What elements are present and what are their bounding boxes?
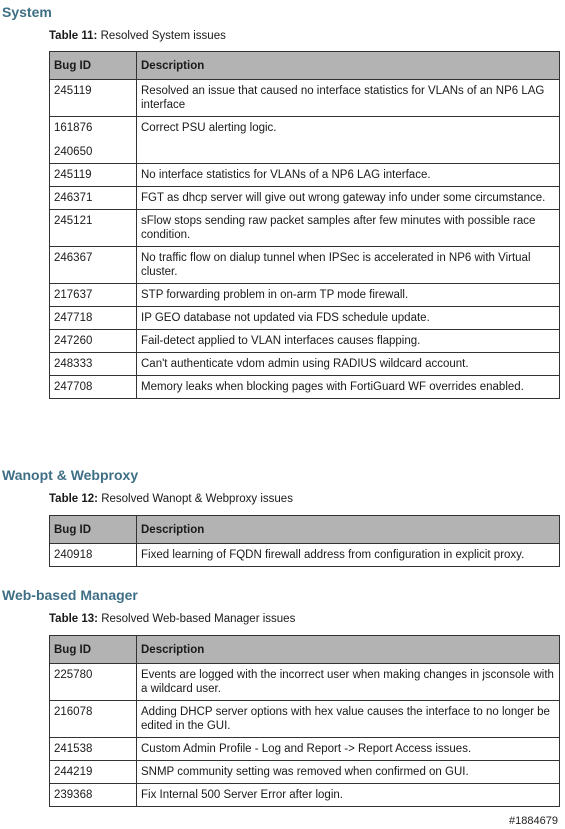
table-row — [50, 247, 560, 284]
column-header-description: Description — [137, 516, 560, 544]
bug-id: 248333 — [54, 358, 93, 370]
table-header-row — [50, 516, 560, 544]
bug-id: 241538 — [54, 743, 93, 755]
description-cell: Custom Admin Profile - Log and Report -> Report Access issues. — [137, 738, 560, 761]
column-header-description: Description — [137, 52, 560, 80]
bug-id-cell — [50, 738, 137, 761]
table-row — [50, 164, 560, 187]
bug-id: 161876 — [54, 122, 93, 134]
table-row — [50, 544, 560, 567]
bug-id-cell — [50, 117, 137, 164]
bug-id: 245119 — [54, 85, 92, 97]
column-header-bug-id: Bug ID — [50, 52, 137, 80]
table-row — [50, 738, 560, 761]
bug-id-cell — [50, 544, 137, 567]
description-cell: Events are logged with the incorrect user when making changes in jsconsole with a wildcard user. — [137, 664, 560, 701]
column-header-bug-id: Bug ID — [50, 516, 137, 544]
bug-id: 246371 — [54, 192, 93, 204]
table-caption-system — [49, 30, 226, 42]
bug-id-cell — [50, 330, 137, 353]
description-cell: Fixed learning of FQDN firewall address from configuration in explicit proxy. — [137, 544, 560, 567]
bug-id: 245119 — [54, 169, 92, 181]
table-row — [50, 80, 560, 117]
table-row — [50, 330, 560, 353]
bug-id: 239368 — [54, 789, 93, 801]
bug-id-cell — [50, 701, 137, 738]
description-cell: No interface statistics for VLANs of a NP6 LAG interface. — [137, 164, 560, 187]
bug-id-cell — [50, 187, 137, 210]
description-cell: IP GEO database not updated via FDS schedule update. — [137, 307, 560, 330]
bug-id: 225780 — [54, 669, 93, 681]
bug-id-cell — [50, 164, 137, 187]
bug-id: 247260 — [54, 335, 93, 347]
description-cell: Memory leaks when blocking pages with FortiGuard WF overrides enabled. — [137, 376, 560, 399]
watermark-id: #1884679 — [509, 815, 558, 827]
table-row — [50, 353, 560, 376]
bug-id: 247708 — [54, 381, 93, 393]
column-header-description: Description — [137, 636, 560, 664]
section-title-web-based-manager: Web-based Manager — [2, 587, 138, 603]
bug-id: 240650 — [54, 146, 93, 158]
description-cell: Adding DHCP server options with hex value causes the interface to no longer be edited in the GUI. — [137, 701, 560, 738]
bug-id-cell — [50, 284, 137, 307]
resolved-system-issues-table — [49, 51, 560, 399]
bug-id: 246367 — [54, 252, 93, 264]
description-cell: STP forwarding problem in on-arm TP mode firewall. — [137, 284, 560, 307]
description-cell: Can't authenticate vdom admin using RADIUS wildcard account. — [137, 353, 560, 376]
description-cell: sFlow stops sending raw packet samples after few minutes with possible race condition. — [137, 210, 560, 247]
table-caption-label: Table 12: — [49, 493, 98, 505]
description-cell: Correct PSU alerting logic. — [137, 117, 560, 164]
bug-id: 247718 — [54, 312, 93, 324]
bug-id-cell — [50, 307, 137, 330]
description-cell: Fail-detect applied to VLAN interfaces causes flapping. — [137, 330, 560, 353]
resolved-wanopt-issues-table — [49, 515, 560, 567]
table-caption-wanopt — [49, 493, 293, 505]
table-body — [50, 80, 560, 399]
description-cell: No traffic flow on dialup tunnel when IPSec is accelerated in NP6 with Virtual cluster. — [137, 247, 560, 284]
table-caption-text: Resolved Web-based Manager issues — [101, 613, 296, 625]
bug-id: 244219 — [54, 766, 93, 778]
table-header-row — [50, 52, 560, 80]
bug-id-cell — [50, 761, 137, 784]
description-cell: SNMP community setting was removed when confirmed on GUI. — [137, 761, 560, 784]
bug-id: 245121 — [54, 215, 93, 227]
bug-id-cell — [50, 376, 137, 399]
column-header-bug-id: Bug ID — [50, 636, 137, 664]
table-row — [50, 784, 560, 807]
description-cell: Fix Internal 500 Server Error after login. — [137, 784, 560, 807]
section-title-system: System — [2, 4, 52, 20]
section-title-wanopt-webproxy: Wanopt & Webproxy — [2, 467, 139, 483]
bug-id-cell — [50, 784, 137, 807]
description-cell: Resolved an issue that caused no interface statistics for VLANs of an NP6 LAG interface — [137, 80, 560, 117]
table-row — [50, 376, 560, 399]
bug-id-cell — [50, 80, 137, 117]
table-row — [50, 761, 560, 784]
resolved-web-manager-issues-table — [49, 635, 560, 807]
table-caption-text: Resolved System issues — [100, 30, 226, 42]
bug-id: 216078 — [54, 706, 93, 718]
bug-id-cell — [50, 353, 137, 376]
table-caption-text: Resolved Wanopt & Webproxy issues — [101, 493, 293, 505]
table-header-row — [50, 636, 560, 664]
table-caption-label: Table 13: — [49, 613, 98, 625]
table-row — [50, 210, 560, 247]
description-cell: FGT as dhcp server will give out wrong gateway info under some circumstance. — [137, 187, 560, 210]
table-row — [50, 117, 560, 164]
bug-id-cell — [50, 210, 137, 247]
bug-id-cell — [50, 664, 137, 701]
bug-id: 217637 — [54, 289, 93, 301]
table-row — [50, 701, 560, 738]
table-body — [50, 544, 560, 567]
table-caption-label: Table 11: — [49, 30, 98, 42]
table-row — [50, 284, 560, 307]
table-caption-web-manager — [49, 613, 295, 625]
table-row — [50, 187, 560, 210]
table-body — [50, 664, 560, 807]
bug-id: 240918 — [54, 549, 93, 561]
table-row — [50, 307, 560, 330]
table-row — [50, 664, 560, 701]
bug-id-cell — [50, 247, 137, 284]
